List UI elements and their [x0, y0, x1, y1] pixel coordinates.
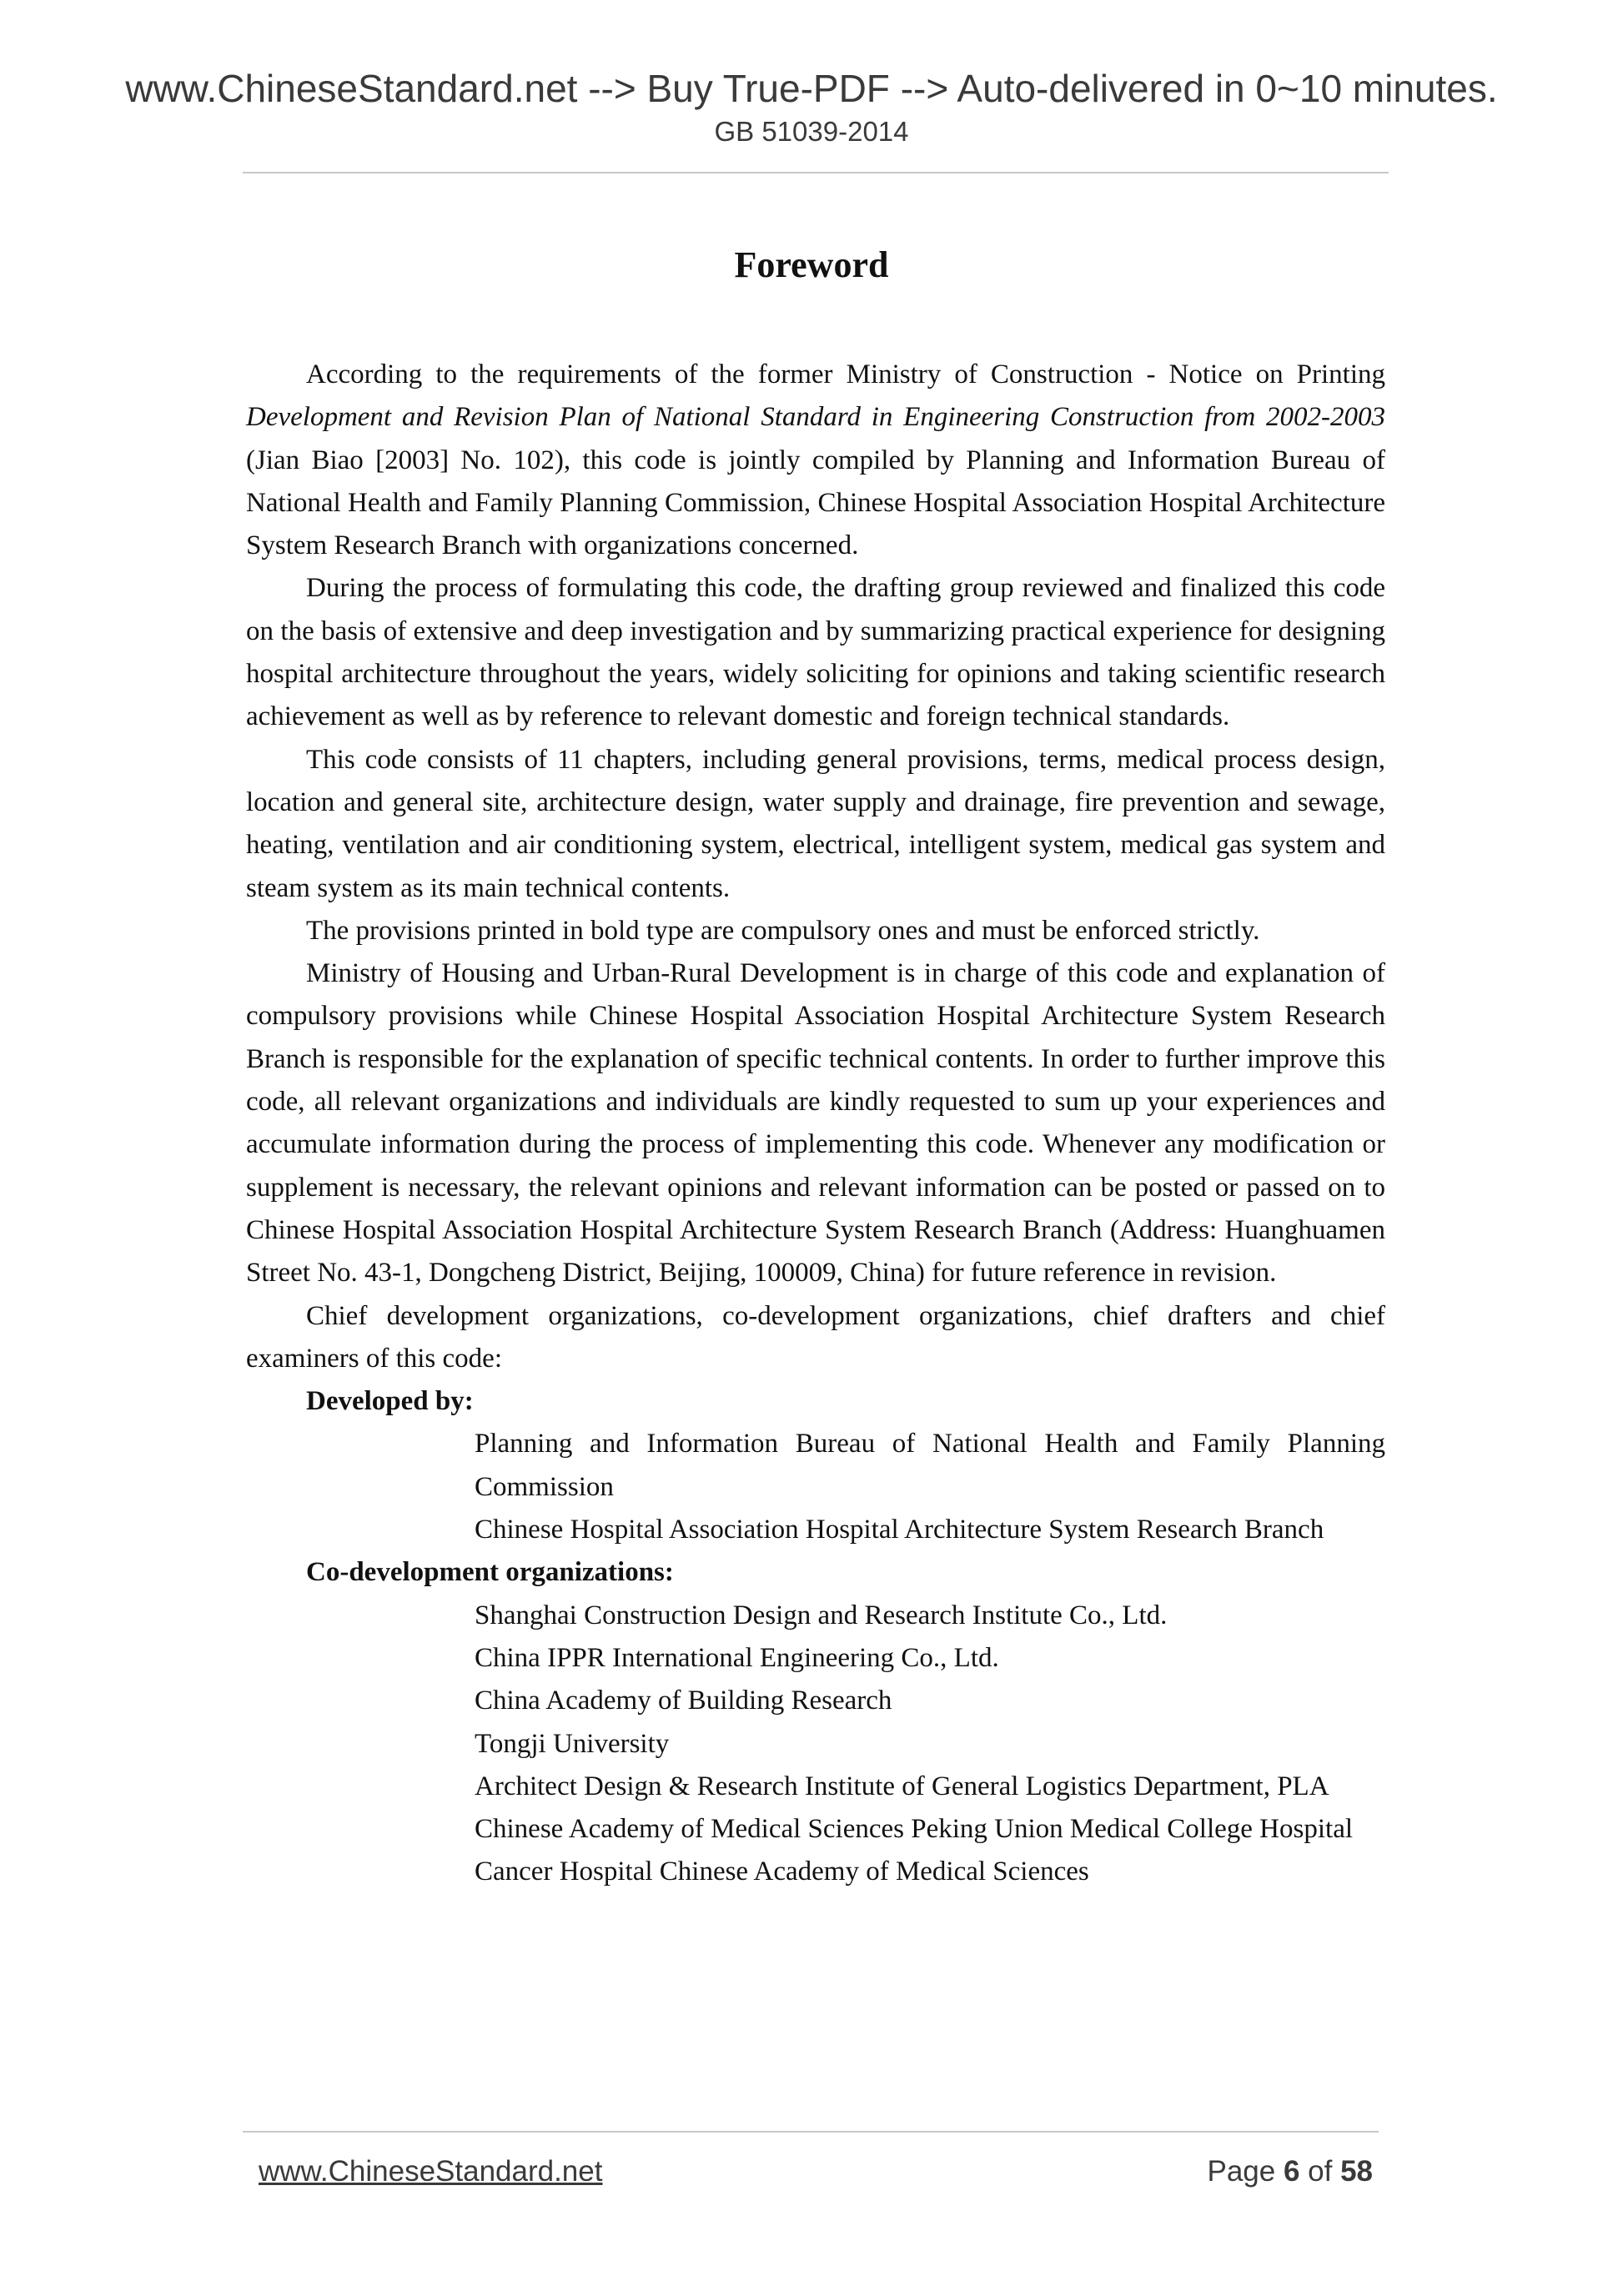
- list-item: Cancer Hospital Chinese Academy of Medical Sciences: [475, 1856, 1089, 1887]
- list-item: Planning and Information Bureau of National Health and Family Planning Commission: [475, 1429, 1385, 1502]
- page-of: of: [1299, 2155, 1341, 2188]
- list-item: Chinese Hospital Association Hospital Architecture System Research Branch: [475, 1515, 1324, 1545]
- paragraph-1-end: (Jian Biao [2003] No. 102), this code is jointly compiled by Planning and Information Bureau of National Health and Family Planning Commission, Chinese Hospital Association Hospital Architecture System Research Branch with organizations concerned.: [246, 445, 1385, 561]
- footer-divider: [243, 2131, 1379, 2133]
- list-item: Architect Design & Research Institute of General Logistics Department, PLA: [475, 1771, 1329, 1801]
- document-body: [246, 354, 1385, 1894]
- paragraph-1-start: According to the requirements of the former Ministry of Construction - Notice on Printing: [306, 359, 1385, 389]
- developed-by-list: [246, 1423, 1385, 1551]
- header-banner: www.ChineseStandard.net --> Buy True-PDF --> Auto-delivered in 0~10 minutes.: [125, 67, 1498, 110]
- list-item: Chinese Academy of Medical Sciences Peking Union Medical College Hospital: [475, 1814, 1354, 1845]
- list-item: China Academy of Building Research: [475, 1686, 892, 1716]
- list-item: Shanghai Construction Design and Research Institute Co., Ltd.: [475, 1600, 1168, 1630]
- list-item: Tongji University: [475, 1728, 670, 1759]
- paragraph-6: Chief development organizations, co-development organizations, chief drafters and chief examiners of this code:: [246, 1300, 1385, 1374]
- header-divider: [243, 172, 1389, 173]
- paragraph-1: [246, 354, 1385, 567]
- developed-by-label: Developed by:: [306, 1386, 474, 1417]
- page-title: Foreword: [734, 244, 889, 285]
- codevelopment-list: [246, 1595, 1385, 1894]
- page-current: 6: [1283, 2155, 1300, 2188]
- footer-site-link[interactable]: www.ChineseStandard.net: [259, 2155, 603, 2188]
- paragraph-2: During the process of formulating this code, the drafting group reviewed and finalized this code on the basis of extensive and deep investigation and by summarizing practical experience for designing hospital architecture throughout the years, widely soliciting for opinions and taking scientific research achievement as well as by reference to relevant domestic and foreign technical standards.: [246, 573, 1385, 732]
- codevelopment-label: Co-development organizations:: [306, 1557, 674, 1588]
- paragraph-4: The provisions printed in bold type are compulsory ones and must be enforced strictly.: [306, 915, 1260, 946]
- paragraph-5: Ministry of Housing and Urban-Rural Development is in charge of this code and explanation of compulsory provisions while Chinese Hospital Association Hospital Architecture System Research Branch is responsible for the explanation of specific technical contents. In order to further improve this code, all relevant organizations and individuals are kindly requested to sum up your experiences and accumulate information during the process of implementing this code. Whenever any modification or supplement is necessary, the relevant opinions and relevant information can be posted or passed on to Chinese Hospital Association Hospital Architecture System Research Branch (Address: Huanghuamen Street No. 43-1, Dongcheng District, Beijing, 100009, China) for future reference in revision.: [246, 958, 1385, 1289]
- plan-title-italic: Development and Revision Plan of National Standard in Engineering Construction from 2002-2003: [246, 402, 1385, 433]
- page-prefix: Page: [1207, 2155, 1284, 2188]
- paragraph-3: This code consists of 11 chapters, including general provisions, terms, medical process design, location and general site, architecture design, water supply and drainage, fire prevention and sewage, heating, ventilation and air conditioning system, electrical, intelligent system, medical gas system and steam system as its main technical contents.: [246, 744, 1385, 903]
- standard-code: GB 51039-2014: [714, 116, 909, 147]
- list-item: China IPPR International Engineering Co., Ltd.: [475, 1642, 999, 1673]
- page-total: 58: [1340, 2155, 1373, 2188]
- page-indicator: [1207, 2153, 1373, 2190]
